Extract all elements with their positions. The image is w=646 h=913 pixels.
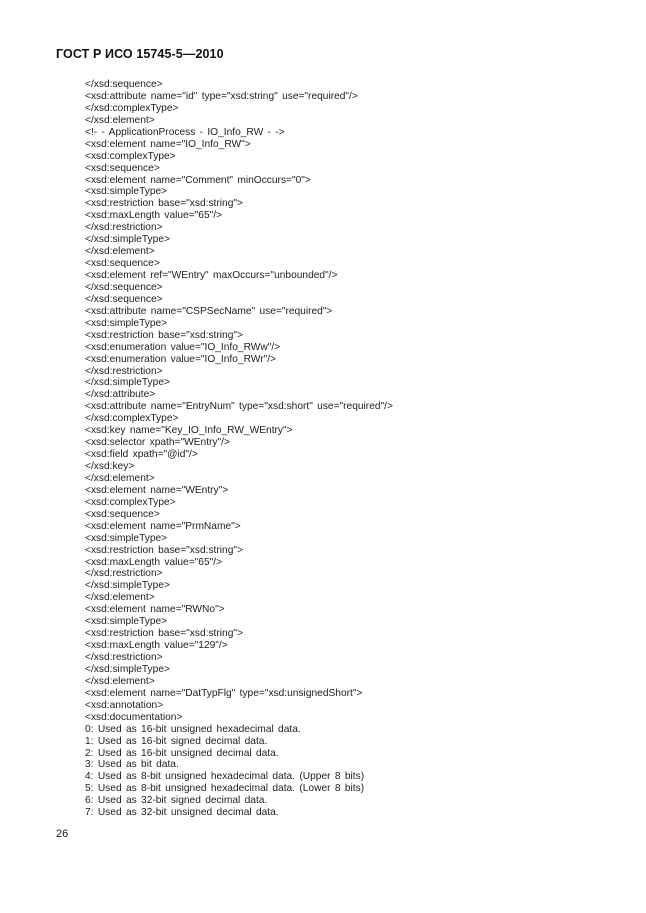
code-line: 4: Used as 8-bit unsigned hexadecimal data. (Upper 8 bits) [85,771,365,783]
code-line: <xsd:element ref="WEntry" maxOccurs="unbounded"/> [85,270,338,281]
code-line: <xsd:maxLength value="65"/> [85,210,223,222]
code-line: <xsd:restriction base="xsd:string"> [85,544,243,556]
code-line: 2: Used as 16-bit unsigned decimal data. [85,747,279,759]
code-line: <!- - ApplicationProcess - IO_Info_RW - -> [85,126,285,138]
code-line: <xsd:enumeration value="IO_Info_RWr"/> [85,353,276,365]
code-line: </xsd:simpleType> [85,234,170,246]
code-line: </xsd:restriction> [85,652,163,663]
code-line: </xsd:element> [85,114,155,126]
code-line: </xsd:simpleType> [85,663,170,675]
code-line: </xsd:sequence> [85,281,163,293]
code-line: </xsd:sequence> [85,79,163,90]
code-line: </xsd:element> [85,675,155,687]
code-line: <xsd:simpleType> [85,616,168,628]
code-line: <xsd:element name="WEntry"> [85,484,229,496]
code-line: <xsd:maxLength value="129"/> [85,640,228,652]
code-line: <xsd:restriction base="xsd:string"> [85,198,243,210]
code-line: </xsd:attribute> [85,389,156,401]
code-line: <xsd:documentation> [85,711,183,723]
code-line: 0: Used as 16-bit unsigned hexadecimal data. [85,723,301,735]
code-line: 1: Used as 16-bit signed decimal data. [85,735,268,747]
page-header-standard-title: ГОСТ Р ИСО 15745-5—2010 [56,47,224,61]
code-line: </xsd:key> [85,461,135,472]
code-line: <xsd:maxLength value="65"/> [85,556,223,568]
xsd-code-listing [85,79,605,819]
code-line: <xsd:simpleType> [85,317,168,329]
code-line: 5: Used as 8-bit unsigned hexadecimal data. (Lower 8 bits) [85,783,365,795]
code-line: </xsd:element> [85,592,155,604]
code-line: <xsd:sequence> [85,162,160,174]
code-line: <xsd:element name="Comment" minOccurs="0"> [85,174,311,186]
code-line: <xsd:restriction base="xsd:string"> [85,628,243,640]
code-line: <xsd:attribute name="id" type="xsd:string" use="required"/> [85,90,358,102]
code-line: <xsd:field xpath="@id"/> [85,449,198,461]
code-line: </xsd:restriction> [85,222,163,234]
code-line: <xsd:key name="Key_IO_Info_RW_WEntry"> [85,425,293,437]
code-line: <xsd:attribute name="CSPSecName" use="required"> [85,305,333,317]
code-line: <xsd:sequence> [85,508,160,520]
code-line: <xsd:sequence> [85,258,160,270]
code-line: </xsd:complexType> [85,413,179,425]
code-line: </xsd:simpleType> [85,580,170,592]
code-line: 3: Used as bit data. [85,759,179,771]
code-line: </xsd:sequence> [85,293,163,305]
code-line: <xsd:complexType> [85,150,176,162]
code-line: </xsd:element> [85,246,155,258]
code-line: <xsd:element name="DatTypFlg" type="xsd:unsignedShort"> [85,687,363,699]
code-line: <xsd:element name="RWNo"> [85,604,225,616]
code-line: </xsd:element> [85,472,155,484]
code-line: <xsd:restriction base="xsd:string"> [85,329,243,341]
code-line: 6: Used as 32-bit signed decimal data. [85,795,268,807]
code-line: <xsd:simpleType> [85,532,168,544]
code-line: <xsd:annotation> [85,699,164,711]
page-number: 26 [56,828,69,840]
code-line: <xsd:simpleType> [85,186,168,198]
code-line: </xsd:restriction> [85,365,163,377]
code-line: <xsd:complexType> [85,496,176,508]
code-line: </xsd:simpleType> [85,377,170,389]
code-line: <xsd:selector xpath="WEntry"/> [85,437,230,449]
code-line: 7: Used as 32-bit unsigned decimal data. [85,807,279,819]
code-line: <xsd:enumeration value="IO_Info_RWw"/> [85,341,281,353]
code-line: <xsd:element name="IO_Info_RW"> [85,138,251,150]
code-line: <xsd:element name="PrmName"> [85,520,241,532]
code-line: <xsd:attribute name="EntryNum" type="xsd:short" use="required"/> [85,401,393,413]
code-line: </xsd:complexType> [85,102,179,114]
code-line: </xsd:restriction> [85,568,163,580]
